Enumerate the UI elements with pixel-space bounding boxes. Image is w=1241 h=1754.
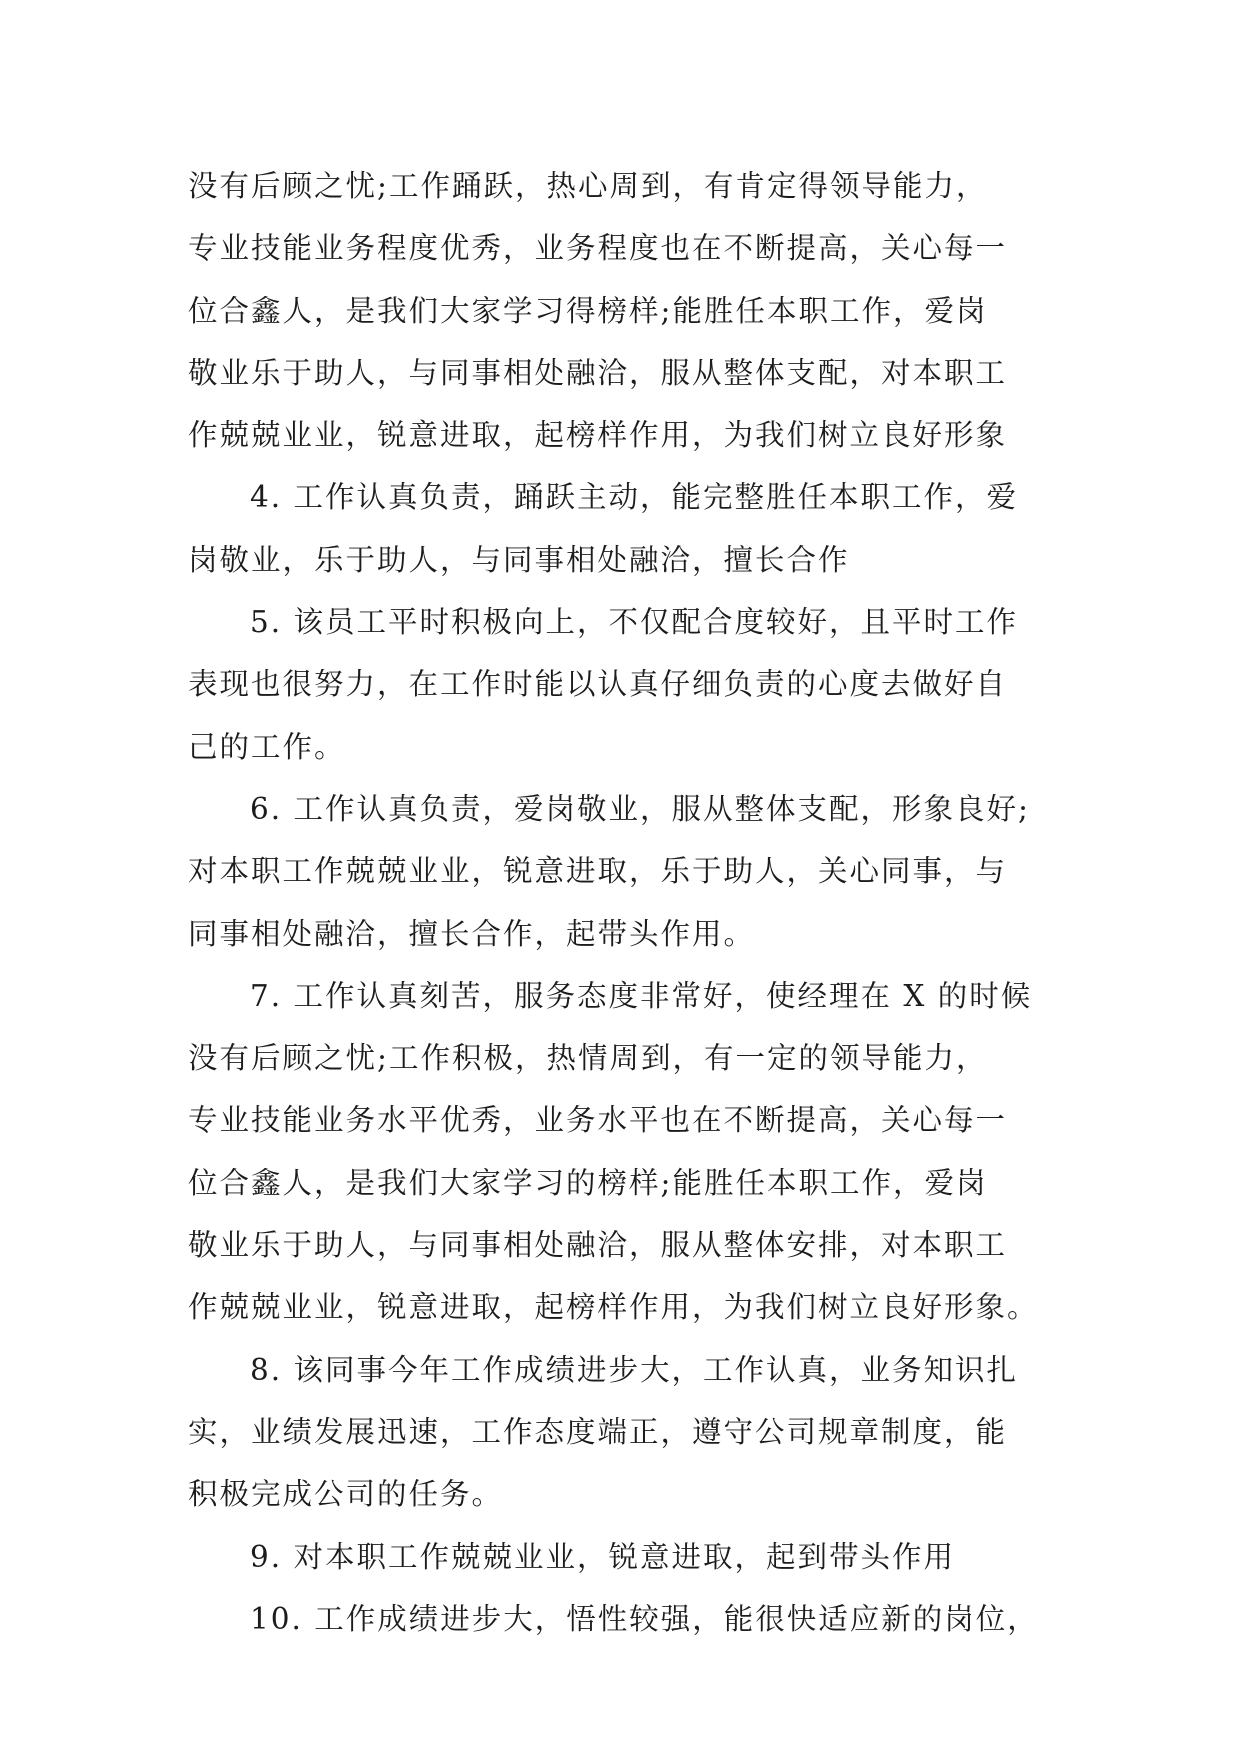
text-line: 7. 工作认真刻苦，服务态度非常好，使经理在 X 的时候	[250, 978, 1033, 1013]
text-line: 4. 工作认真负责，踊跃主动，能完整胜任本职工作，爱	[250, 480, 1019, 515]
paragraph	[188, 778, 1053, 965]
paragraph	[188, 1588, 1053, 1650]
text-line: 积极完成公司的任务。	[188, 1477, 504, 1512]
paragraph	[188, 1526, 1053, 1588]
text-line: 位合鑫人，是我们大家学习得榜样;能胜任本职工作，爱岗	[188, 293, 988, 328]
text-line: 作兢兢业业，锐意进取，起榜样作用，为我们树立良好形象。	[188, 1290, 1039, 1325]
paragraph	[188, 1339, 1053, 1526]
text-line: 岗敬业，乐于助人，与同事相处融洽，擅长合作	[188, 542, 850, 577]
text-line: 位合鑫人，是我们大家学习的榜样;能胜任本职工作，爱岗	[188, 1165, 988, 1200]
paragraph	[188, 965, 1053, 1339]
text-line: 敬业乐于助人，与同事相处融洽，服从整体支配，对本职工	[188, 355, 1008, 390]
text-line: 没有后顾之忧;工作积极，热情周到，有一定的领导能力，	[188, 1041, 988, 1076]
text-line: 8. 该同事今年工作成绩进步大，工作认真，业务知识扎	[250, 1352, 1019, 1387]
text-line: 敬业乐于助人，与同事相处融洽，服从整体安排，对本职工	[188, 1228, 1008, 1263]
text-line: 作兢兢业业，锐意进取，起榜样作用，为我们树立良好形象	[188, 418, 1008, 453]
text-line: 己的工作。	[188, 729, 346, 764]
document-body	[188, 155, 1053, 1650]
text-line: 5. 该员工平时积极向上，不仅配合度较好，且平时工作	[250, 605, 1019, 640]
text-line: 专业技能业务水平优秀，业务水平也在不断提高，关心每一	[188, 1103, 1008, 1138]
paragraph	[188, 155, 1053, 466]
text-line: 9. 对本职工作兢兢业业，锐意进取，起到带头作用	[250, 1539, 956, 1574]
text-line: 专业技能业务程度优秀，业务程度也在不断提高，关心每一	[188, 231, 1008, 266]
text-line: 没有后顾之忧;工作踊跃，热心周到，有肯定得领导能力，	[188, 169, 988, 203]
paragraph	[188, 466, 1053, 591]
text-line: 实，业绩发展迅速，工作态度端正，遵守公司规章制度，能	[188, 1414, 1008, 1449]
text-line: 同事相处融洽，擅长合作，起带头作用。	[188, 916, 756, 951]
text-line: 10. 工作成绩进步大，悟性较强，能很快适应新的岗位，	[250, 1601, 1039, 1636]
text-line: 6. 工作认真负责，爱岗敬业，服从整体支配，形象良好;	[250, 791, 1030, 826]
text-line: 对本职工作兢兢业业，锐意进取，乐于助人，关心同事，与	[188, 854, 1008, 889]
paragraph	[188, 591, 1053, 778]
text-line: 表现也很努力，在工作时能以认真仔细负责的心度去做好自	[188, 667, 1008, 702]
